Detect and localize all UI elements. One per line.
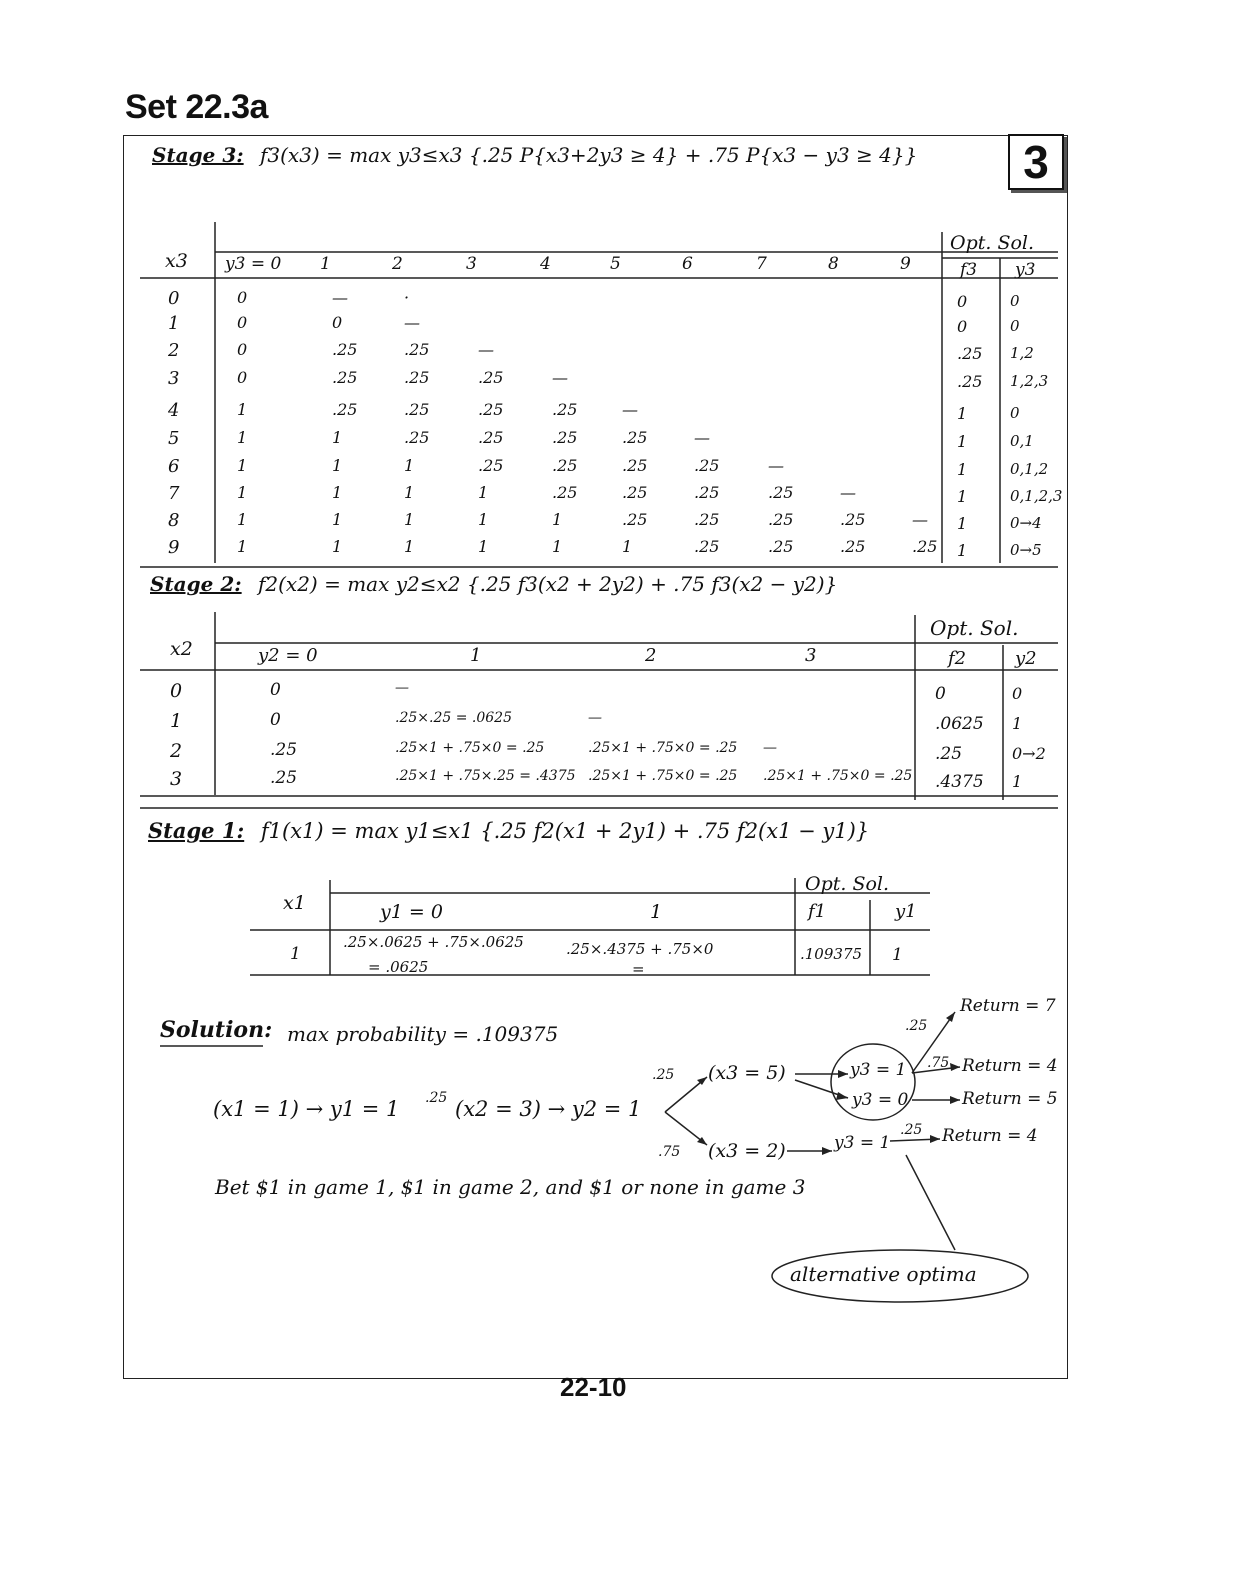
stage2-cell: .25×1 + .75×.25 = .4375 bbox=[395, 768, 576, 784]
stage2-equation bbox=[150, 572, 837, 596]
stage3-cell: 1 bbox=[237, 483, 248, 502]
stage2-cell: — bbox=[395, 680, 409, 696]
stage3-cell: .25 bbox=[912, 537, 938, 556]
stage3-x-value: 9 bbox=[168, 537, 180, 558]
stage3-cell: .25 bbox=[622, 483, 648, 502]
stage3-label: Stage 3: bbox=[152, 143, 244, 167]
branch-prob-down: .75 bbox=[658, 1144, 681, 1160]
stage3-cell: 1 bbox=[237, 400, 248, 419]
stage3-cell: .25 bbox=[552, 456, 578, 475]
stage3-f3-value: 1 bbox=[957, 460, 968, 479]
stage3-f3-value: 1 bbox=[957, 432, 968, 451]
stage3-cell: .25 bbox=[552, 483, 578, 502]
stage3-cell: 1 bbox=[404, 510, 415, 529]
stage2-x-value: 0 bbox=[170, 680, 183, 702]
stage1-col-f1: f1 bbox=[808, 901, 827, 922]
stage2-y2-value: 0→2 bbox=[1012, 744, 1046, 763]
stage3-cell: .25 bbox=[840, 537, 866, 556]
stage3-cell: .25 bbox=[404, 428, 430, 447]
stage2-f2-value: 0 bbox=[935, 684, 946, 704]
stage3-cell: — bbox=[694, 428, 710, 447]
stage3-col-header: 4 bbox=[540, 254, 551, 274]
stage3-cell: 1 bbox=[332, 456, 343, 475]
stage1-opt-header: Opt. Sol. bbox=[805, 873, 890, 895]
alternative-optima-label: alternative optima bbox=[790, 1262, 977, 1286]
node-y3-1b: y3 = 1 bbox=[834, 1133, 891, 1153]
stage3-f3-value: 1 bbox=[957, 487, 968, 506]
stage3-f3-value: .25 bbox=[957, 372, 983, 391]
stage3-cell: .25 bbox=[478, 368, 504, 387]
stage3-cell: .25 bbox=[694, 456, 720, 475]
stage3-y3-value: 0,1 bbox=[1010, 432, 1034, 450]
stage3-x-value: 3 bbox=[168, 368, 180, 389]
stage3-cell: .25 bbox=[768, 483, 794, 502]
node-y3-0: y3 = 0 bbox=[852, 1090, 909, 1110]
stage3-cell: — bbox=[912, 510, 928, 529]
stage2-cell: .25×1 + .75×0 = .25 bbox=[395, 740, 545, 756]
stage3-cell: .25 bbox=[478, 400, 504, 419]
stage2-opt-header: Opt. Sol. bbox=[930, 616, 1019, 640]
stage1-col-y0: y1 = 0 bbox=[380, 901, 443, 923]
stage2-cell: .25×.25 = .0625 bbox=[395, 710, 512, 726]
stage3-cell: .25 bbox=[404, 368, 430, 387]
stage3-cell: .25 bbox=[404, 340, 430, 359]
stage1-cell1-line1: .25×.4375 + .75×0 bbox=[566, 940, 714, 958]
stage1-col-y1: 1 bbox=[650, 901, 663, 923]
stage3-cell: — bbox=[622, 400, 638, 419]
stage3-cell: .25 bbox=[552, 428, 578, 447]
stage3-cell: 1 bbox=[332, 428, 343, 447]
stage3-cell: .25 bbox=[404, 400, 430, 419]
stage3-f3-value: 1 bbox=[957, 404, 968, 423]
stage1-x-header: x1 bbox=[283, 892, 306, 914]
stage3-equation bbox=[152, 143, 917, 167]
stage3-x-value: 6 bbox=[168, 456, 180, 477]
stage3-col-header: 2 bbox=[392, 254, 403, 274]
stage3-y3-value: 1,2,3 bbox=[1010, 372, 1049, 390]
stage3-x-value: 5 bbox=[168, 428, 180, 449]
stage3-cell: .25 bbox=[552, 400, 578, 419]
page-title: Set 22.3a bbox=[125, 88, 268, 126]
node-y3-1: y3 = 1 bbox=[850, 1060, 907, 1080]
stage3-cell: 1 bbox=[332, 537, 343, 556]
stage2-col-header: 1 bbox=[470, 645, 482, 666]
stage3-cell: — bbox=[332, 288, 348, 307]
return-4b: Return = 4 bbox=[942, 1126, 1038, 1146]
stage3-cell: 0 bbox=[237, 340, 248, 359]
node-x3-5: (x3 = 5) bbox=[708, 1062, 786, 1084]
stage3-y3-value: 0,1,2,3 bbox=[1010, 487, 1063, 505]
branch-prob-up: .25 bbox=[652, 1067, 675, 1083]
stage3-cell: 0 bbox=[237, 288, 248, 307]
stage3-col-header: 6 bbox=[682, 254, 693, 274]
stage3-cell: — bbox=[478, 340, 494, 359]
stage3-x-value: 0 bbox=[168, 288, 180, 309]
stage3-col-f3: f3 bbox=[960, 260, 978, 280]
stage3-cell: — bbox=[552, 368, 568, 387]
stage3-y3-value: 0 bbox=[1010, 292, 1020, 310]
stage3-cell: .25 bbox=[694, 510, 720, 529]
path-mid: (x2 = 3) → y2 = 1 bbox=[455, 1097, 642, 1121]
stage2-cell: .25 bbox=[270, 768, 298, 788]
stage3-opt-header: Opt. Sol. bbox=[950, 232, 1035, 254]
stage2-x-value: 1 bbox=[170, 710, 183, 732]
stage2-cell: 0 bbox=[270, 680, 281, 700]
page-number: 22-10 bbox=[560, 1372, 627, 1402]
stage1-cell1-line2: = bbox=[632, 960, 645, 978]
stage2-f2-value: .0625 bbox=[935, 714, 984, 734]
stage1-formula: f1(x1) = max y1≤x1 {.25 f2(x1 + 2y1) + .75 f2(x1 − y1)} bbox=[260, 819, 870, 843]
stage3-cell: 1 bbox=[237, 428, 248, 447]
stage3-y3-value: 0 bbox=[1010, 404, 1020, 422]
stage2-cell: .25 bbox=[270, 740, 298, 760]
stage2-cell: — bbox=[763, 740, 777, 756]
stage3-x-value: 2 bbox=[168, 340, 180, 361]
stage1-f1-value: .109375 bbox=[800, 945, 863, 963]
stage3-y3-value: 1,2 bbox=[1010, 344, 1034, 362]
ret-prob-75: .75 bbox=[927, 1055, 950, 1071]
stage3-f3-value: .25 bbox=[957, 344, 983, 363]
stage3-cell: 0 bbox=[332, 313, 343, 332]
stage3-cell: 1 bbox=[404, 483, 415, 502]
stage3-cell: 1 bbox=[552, 537, 563, 556]
stage3-formula: f3(x3) = max y3≤x3 {.25 P{x3+2y3 ≥ 4} + .75 P{x3 − y3 ≥ 4}} bbox=[259, 143, 918, 167]
stage2-cell: 0 bbox=[270, 710, 281, 730]
stage3-cell: .25 bbox=[332, 368, 358, 387]
stage3-col-header: 9 bbox=[900, 254, 911, 274]
stage3-cell: 1 bbox=[404, 456, 415, 475]
return-7: Return = 7 bbox=[960, 996, 1056, 1016]
stage2-f2-value: .4375 bbox=[935, 772, 984, 792]
stage3-f3-value: 1 bbox=[957, 541, 968, 560]
stage3-y3-value: 0→4 bbox=[1010, 514, 1042, 532]
stage3-cell: 0 bbox=[237, 313, 248, 332]
path-prob: .25 bbox=[425, 1090, 448, 1106]
stage2-y2-value: 1 bbox=[1012, 772, 1023, 791]
section-badge: 3 bbox=[1008, 134, 1064, 190]
stage3-col-header: 8 bbox=[828, 254, 839, 274]
stage3-cell: .25 bbox=[332, 400, 358, 419]
stage2-label: Stage 2: bbox=[150, 572, 242, 596]
stage3-x-value: 4 bbox=[168, 400, 180, 421]
stage1-label: Stage 1: bbox=[148, 818, 245, 843]
stage3-f3-value: 0 bbox=[957, 317, 968, 336]
stage3-cell: .25 bbox=[768, 510, 794, 529]
return-5: Return = 5 bbox=[962, 1089, 1058, 1109]
stage2-col-f2: f2 bbox=[948, 648, 967, 669]
stage2-col-header: 3 bbox=[805, 645, 817, 666]
stage1-cell0-line1: .25×.0625 + .75×.0625 bbox=[343, 933, 524, 951]
stage1-cell0-line2: = .0625 bbox=[368, 958, 429, 976]
stage3-y3-value: 0 bbox=[1010, 317, 1020, 335]
stage3-x-header: x3 bbox=[165, 250, 188, 272]
stage3-cell: 1 bbox=[237, 510, 248, 529]
stage3-cell: 1 bbox=[404, 537, 415, 556]
stage3-cell: — bbox=[768, 456, 784, 475]
stage3-cell: .25 bbox=[622, 456, 648, 475]
stage3-cell: — bbox=[404, 313, 420, 332]
stage2-col-header: 2 bbox=[645, 645, 657, 666]
stage3-cell: .25 bbox=[622, 510, 648, 529]
stage3-cell: 1 bbox=[237, 537, 248, 556]
stage3-cell: 1 bbox=[237, 456, 248, 475]
ret-prob-25: .25 bbox=[905, 1018, 928, 1034]
stage3-cell: .25 bbox=[332, 340, 358, 359]
stage2-col-y2: y2 bbox=[1015, 648, 1037, 669]
stage2-x-header: x2 bbox=[170, 638, 193, 660]
stage2-x-value: 2 bbox=[170, 740, 183, 762]
stage1-col-y1-opt: y1 bbox=[895, 901, 917, 922]
stage3-cell: .25 bbox=[840, 510, 866, 529]
stage2-col-header: y2 = 0 bbox=[258, 645, 318, 666]
stage2-formula: f2(x2) = max y2≤x2 {.25 f3(x2 + 2y2) + .75 f3(x2 − y2)} bbox=[257, 572, 838, 596]
stage3-cell: 0 bbox=[237, 368, 248, 387]
stage3-cell: 1 bbox=[332, 483, 343, 502]
node-x3-2: (x3 = 2) bbox=[708, 1140, 786, 1162]
stage3-x-value: 8 bbox=[168, 510, 180, 531]
stage3-x-value: 1 bbox=[168, 313, 180, 334]
stage1-y1-value: 1 bbox=[892, 945, 903, 965]
stage1-equation bbox=[148, 818, 869, 843]
stage3-cell: .25 bbox=[478, 428, 504, 447]
stage2-f2-value: .25 bbox=[935, 744, 963, 764]
stage3-cell: .25 bbox=[694, 483, 720, 502]
return-4a: Return = 4 bbox=[962, 1056, 1058, 1076]
stage3-col-y3: y3 bbox=[1015, 260, 1036, 280]
stage2-cell: — bbox=[588, 710, 602, 726]
bet-text: Bet $1 in game 1, $1 in game 2, and $1 or none in game 3 bbox=[215, 1175, 806, 1199]
stage1-x-value: 1 bbox=[290, 944, 301, 964]
path-start: (x1 = 1) → y1 = 1 bbox=[213, 1097, 400, 1121]
stage3-cell: 1 bbox=[552, 510, 563, 529]
solution-label: Solution: bbox=[160, 1017, 273, 1043]
stage3-f3-value: 0 bbox=[957, 292, 968, 311]
stage3-col-header: 1 bbox=[320, 254, 331, 274]
stage3-x-value: 7 bbox=[168, 483, 180, 504]
stage3-col-header: y3 = 0 bbox=[225, 254, 282, 274]
stage3-col-header: 3 bbox=[466, 254, 477, 274]
solution-text: max probability = .109375 bbox=[287, 1022, 559, 1046]
stage3-col-header: 7 bbox=[756, 254, 767, 274]
stage3-col-header: 5 bbox=[610, 254, 621, 274]
stage2-y2-value: 1 bbox=[1012, 714, 1023, 733]
stage2-cell: .25×1 + .75×0 = .25 bbox=[588, 740, 738, 756]
stage3-cell: 1 bbox=[332, 510, 343, 529]
stage3-cell: 1 bbox=[622, 537, 633, 556]
stage2-cell: .25×1 + .75×0 = .25 bbox=[588, 768, 738, 784]
stage3-cell: .25 bbox=[768, 537, 794, 556]
ret-prob-25b: .25 bbox=[900, 1122, 923, 1138]
stage3-y3-value: 0→5 bbox=[1010, 541, 1042, 559]
stage2-y2-value: 0 bbox=[1012, 684, 1023, 703]
stage3-cell: .25 bbox=[622, 428, 648, 447]
stage3-cell: 1 bbox=[478, 510, 489, 529]
stage3-cell: · bbox=[404, 288, 410, 307]
stage2-x-value: 3 bbox=[170, 768, 183, 790]
stage2-cell: .25×1 + .75×0 = .25 bbox=[763, 768, 913, 784]
stage3-cell: — bbox=[840, 483, 856, 502]
stage3-cell: .25 bbox=[694, 537, 720, 556]
stage3-cell: 1 bbox=[478, 483, 489, 502]
stage3-cell: .25 bbox=[478, 456, 504, 475]
stage3-f3-value: 1 bbox=[957, 514, 968, 533]
stage3-cell: 1 bbox=[478, 537, 489, 556]
stage3-y3-value: 0,1,2 bbox=[1010, 460, 1049, 478]
